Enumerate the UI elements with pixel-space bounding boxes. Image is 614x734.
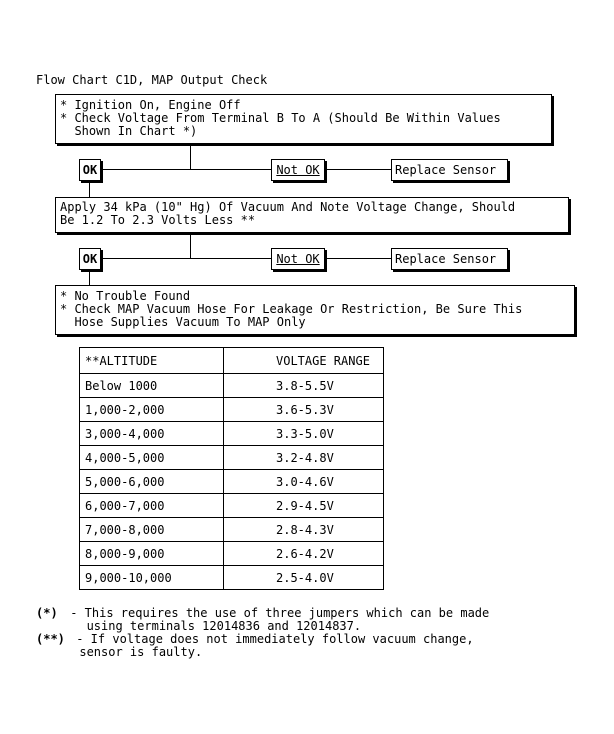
step-box-2-line-2: Be 1.2 To 2.3 Volts Less ** <box>60 213 256 227</box>
table-row <box>80 470 384 494</box>
connector-line <box>100 258 271 259</box>
table-row <box>80 446 384 470</box>
voltage-range-cell: 2.9-4.5V <box>224 494 384 518</box>
connector-line <box>325 169 391 170</box>
step-box-1-line-3: Shown In Chart *) <box>60 124 198 138</box>
step-box-1-line-2: * Check Voltage From Terminal B To A (Should Be Within Values <box>60 111 501 125</box>
altitude-cell: 5,000-6,000 <box>80 470 224 494</box>
connector-line <box>100 169 271 170</box>
not-ok-box-1 <box>271 159 325 181</box>
note-2-line-2: sensor is faulty. <box>36 645 203 659</box>
altitude-cell: 7,000-8,000 <box>80 518 224 542</box>
voltage-range-cell: 3.8-5.5V <box>224 374 384 398</box>
note-2-line-1: - If voltage does not immediately follow vacuum change, <box>69 632 474 646</box>
step-box-3-line-3: Hose Supplies Vacuum To MAP Only <box>60 315 306 329</box>
voltage-range-cell: 3.6-5.3V <box>224 398 384 422</box>
altitude-cell: 3,000-4,000 <box>80 422 224 446</box>
note-1-marker: (*) <box>36 606 58 620</box>
table-row <box>80 374 384 398</box>
altitude-voltage-table <box>79 347 384 590</box>
table-row <box>80 422 384 446</box>
column-header-altitude: **ALTITUDE <box>80 348 224 374</box>
table-row <box>80 542 384 566</box>
column-header-voltage-range: VOLTAGE RANGE <box>224 348 384 374</box>
replace-sensor-label-2: Replace Sensor <box>395 252 497 266</box>
ok-box-2 <box>79 248 101 270</box>
note-1-line-1: - This requires the use of three jumpers which can be made <box>63 606 490 620</box>
connector-line <box>325 258 391 259</box>
ok-label-1: OK <box>82 163 98 177</box>
step-box-3-line-2: * Check MAP Vacuum Hose For Leakage Or Restriction, Be Sure This <box>60 302 523 316</box>
replace-sensor-box-2 <box>391 248 508 270</box>
voltage-range-cell: 2.6-4.2V <box>224 542 384 566</box>
table-header-row <box>80 348 384 374</box>
replace-sensor-box-1 <box>391 159 508 181</box>
table-row <box>80 566 384 590</box>
voltage-range-cell: 3.0-4.6V <box>224 470 384 494</box>
step-box-2-line-1: Apply 34 kPa (10" Hg) Of Vacuum And Note Voltage Change, Should <box>60 200 516 214</box>
altitude-cell: 1,000-2,000 <box>80 398 224 422</box>
step-box-3-line-1: * No Trouble Found <box>60 289 191 303</box>
not-ok-label-1: Not OK <box>276 163 320 177</box>
altitude-cell: 6,000-7,000 <box>80 494 224 518</box>
connector-line <box>89 270 90 285</box>
note-1-line-2: using terminals 12014836 and 12014837. <box>36 619 362 633</box>
voltage-range-cell: 3.3-5.0V <box>224 422 384 446</box>
altitude-cell: 9,000-10,000 <box>80 566 224 590</box>
voltage-range-cell: 2.8-4.3V <box>224 518 384 542</box>
table-row <box>80 494 384 518</box>
altitude-cell: 8,000-9,000 <box>80 542 224 566</box>
not-ok-label-2: Not OK <box>276 252 320 266</box>
altitude-cell: 4,000-5,000 <box>80 446 224 470</box>
step-box-1-line-1: * Ignition On, Engine Off <box>60 98 241 112</box>
ok-label-2: OK <box>82 252 98 266</box>
not-ok-box-2 <box>271 248 325 270</box>
note-2-marker: (**) <box>36 632 65 646</box>
ok-box-1 <box>79 159 101 181</box>
replace-sensor-label-1: Replace Sensor <box>395 163 497 177</box>
table-row <box>80 518 384 542</box>
connector-line <box>190 233 191 258</box>
voltage-range-cell: 2.5-4.0V <box>224 566 384 590</box>
connector-line <box>190 144 191 169</box>
altitude-cell: Below 1000 <box>80 374 224 398</box>
page-title: Flow Chart C1D, MAP Output Check <box>36 73 268 87</box>
voltage-range-cell: 3.2-4.8V <box>224 446 384 470</box>
connector-line <box>89 181 90 197</box>
table-row <box>80 398 384 422</box>
